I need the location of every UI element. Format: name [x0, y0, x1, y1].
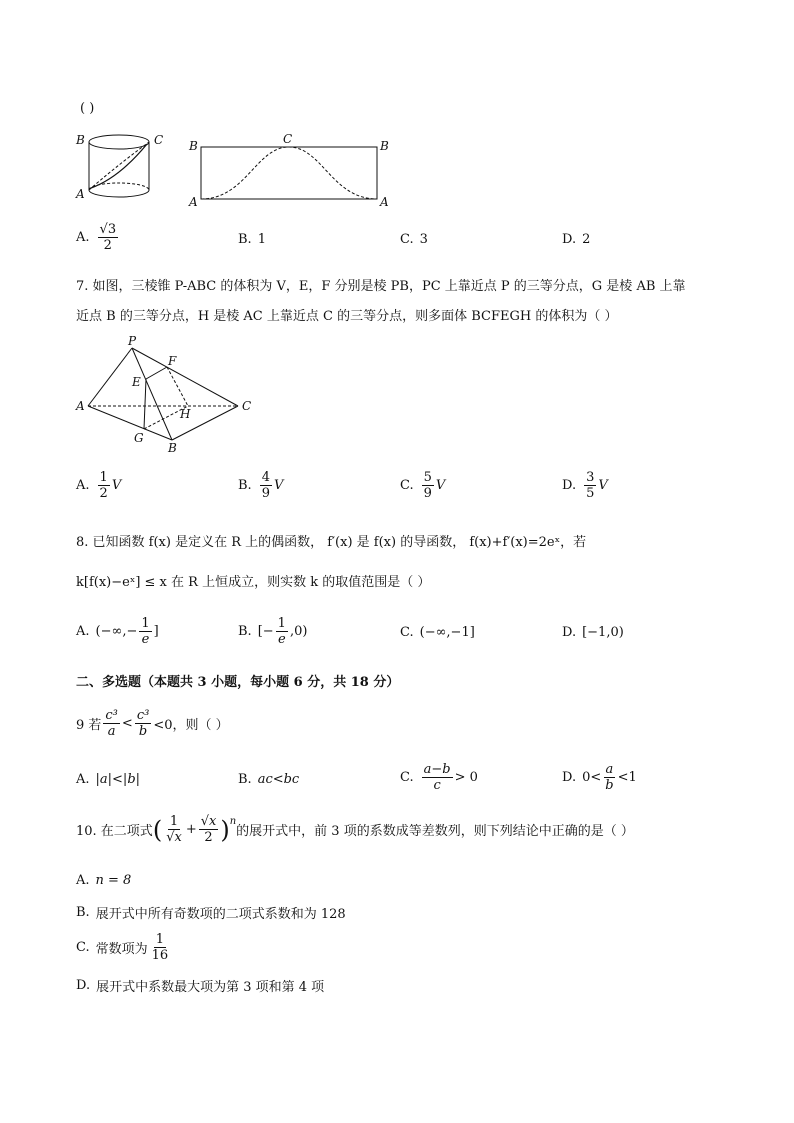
q8-option-a: A. (−∞,− $\frac{1}{e}$ ]	[76, 616, 159, 647]
q7-stem-line2: 近点 B 的三等分点，H 是棱 AC 上靠近点 C 的三等分点，则多面体 BCFEGH 的体积为（ ）	[76, 309, 618, 324]
unrolled-rectangle-figure	[186, 130, 392, 210]
q8-stem-line1: 8. 已知函数 f(x) 是定义在 R 上的偶函数， f′(x) 是 f(x) 的导函数， f(x)+f′(x)=2eˣ，若	[76, 535, 587, 550]
q9-stem: 9 若 $\frac{\text{c³}}{a}$ < $\frac{\text{c³}}{b}$ <0，则（ ）	[76, 708, 229, 739]
fig3-label-G: G	[134, 431, 144, 445]
fig2-label-A-left: A	[189, 195, 198, 209]
fig3-label-C: C	[242, 399, 252, 413]
q7-option-a: A. $\frac{1}{2}$ V	[76, 470, 122, 501]
q7-option-d: D. $\frac{3}{5}$ V	[562, 470, 608, 501]
fig3-label-B: B	[168, 441, 177, 455]
fig1-label-B: B	[76, 133, 85, 147]
q10-option-d: D. 展开式中系数最大项为第 3 项和第 4 项	[76, 978, 325, 995]
fig3-label-F: F	[168, 354, 177, 368]
q10-option-a: A. n = 8	[76, 873, 132, 888]
q7-stem-line1: 7. 如图，三棱锥 P-ABC 的体积为 V，E，F 分别是棱 PB，PC 上靠近点 P 的三等分点，G 是棱 AB 上靠	[76, 279, 686, 294]
q8-stem-line2: k[f(x)−eˣ] ≤ x 在 R 上恒成立，则实数 k 的取值范围是（ ）	[76, 575, 431, 590]
cylinder-figure	[74, 128, 174, 204]
fig1-label-C: C	[154, 133, 164, 147]
q10-option-c: C. 常数项为 $\frac{1}{16}$	[76, 932, 169, 963]
q6-answer-paren: ( )	[80, 101, 95, 116]
q6-option-b: B. 1	[238, 232, 266, 247]
q7-option-c: C. $\frac{5}{9}$ V	[400, 470, 446, 501]
q10-option-b: B. 展开式中所有奇数项的二项式系数和为 128	[76, 905, 346, 922]
fig2-label-A-right: A	[380, 195, 389, 209]
q9-option-a: A. |a|<|b|	[76, 772, 141, 787]
fig3-label-P: P	[128, 334, 137, 348]
fig1-label-A: A	[76, 187, 85, 201]
fig2-label-B-right: B	[380, 139, 389, 153]
q9-option-d: D. 0< $\frac{a}{b}$ <1	[562, 762, 637, 793]
tetrahedron-figure	[72, 334, 258, 456]
q8-option-b: B. [− $\frac{1}{e}$ ,0)	[238, 616, 308, 647]
section-title-multiple-choice: 二、多选题（本题共 3 小题，每小题 6 分，共 18 分）	[76, 675, 400, 690]
q7-option-b: B. $\frac{4}{9}$ V	[238, 470, 284, 501]
q6-option-c: C. 3	[400, 232, 428, 247]
fig3-label-A: A	[76, 399, 85, 413]
fig3-label-E: E	[132, 375, 141, 389]
q8-option-c: C. (−∞,−1]	[400, 625, 475, 640]
q10-exponent: n	[229, 816, 237, 827]
fig2-label-B-left: B	[189, 139, 198, 153]
q9-option-c: C. $\frac{a-b}{c}$ > 0	[400, 762, 478, 793]
q6-option-d: D. 2	[562, 232, 591, 247]
fig3-label-H: H	[180, 407, 191, 421]
q8-option-d: D. [−1,0)	[562, 625, 624, 640]
fig2-label-C: C	[283, 132, 293, 146]
q9-option-b: B. ac<bc	[238, 772, 300, 787]
q6-option-a: A. $\frac{√3}{2}$	[76, 222, 117, 253]
q10-stem: 10. 在二项式 ( $\frac{1}{√x}$ + $\frac{√x}{2}$ ) n 的展开式中，前 3 项的系数成等差数列，则下列结论中正确的是（ ）	[76, 814, 634, 845]
